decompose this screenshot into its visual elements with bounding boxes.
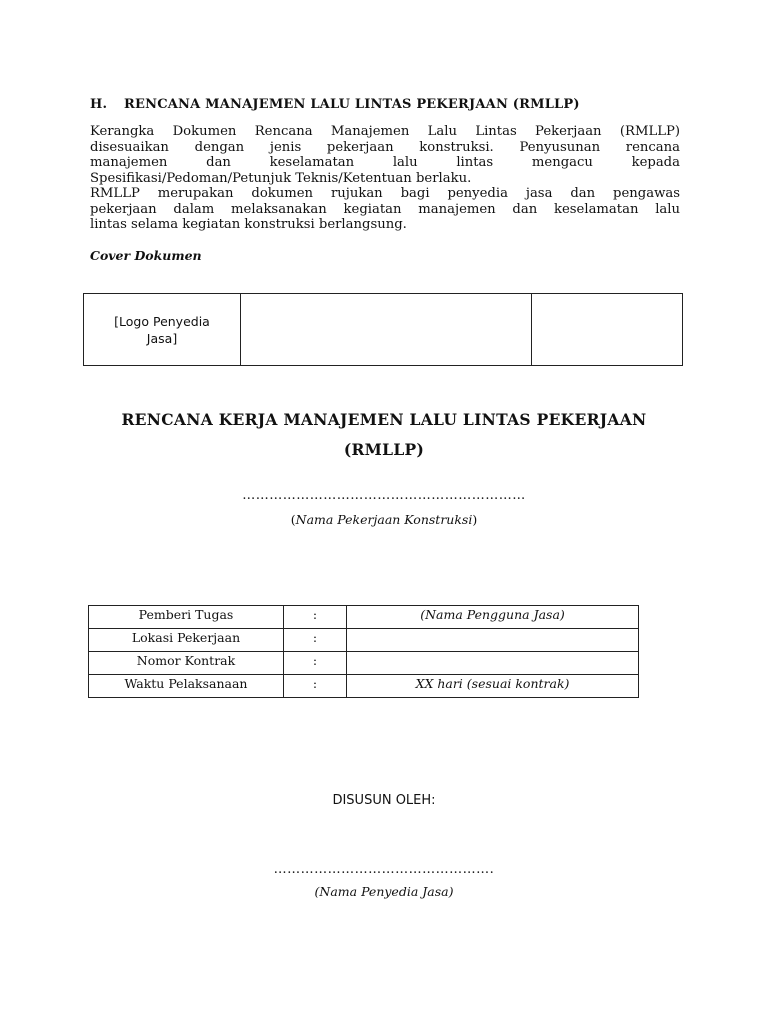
row-separator: : [284,675,347,698]
paragraph-intro [90,124,680,186]
logo-placeholder [84,294,241,366]
paren-open: ( [290,512,296,527]
paragraph-line: manajemen dan keselamatan lalu lintas mengacu kepada [90,155,680,171]
row-value [347,652,639,675]
document-title-line2: (RMLLP) [343,440,425,459]
row-separator: : [284,606,347,629]
header-middle-cell [241,294,532,366]
paragraph-line: lintas selama kegiatan konstruksi berlangsung. [90,217,407,233]
cover-header-table [83,293,683,366]
logo-text-line2: Jasa] [146,330,178,346]
table-row [89,629,639,652]
document-title-line1: RENCANA KERJA MANAJEMEN LALU LINTAS PEKERJAAN [121,410,647,429]
table-row [89,606,639,629]
paragraph-rmllp [90,186,680,233]
paragraph-line: Kerangka Dokumen Rencana Manajemen Lalu Lintas Pekerjaan (RMLLP) [90,124,680,139]
provider-name-caption: (Nama Penyedia Jasa) [314,884,454,899]
paren-close: ) [472,512,478,527]
prepared-by-label: DISUSUN OLEH: [332,793,436,808]
row-key: Pemberi Tugas [89,606,284,629]
row-key: Lokasi Pekerjaan [89,629,284,652]
provider-name-dots: …………………………………………. [273,862,495,877]
section-number: H. [90,97,108,112]
row-value: XX hari (sesuai kontrak) [347,675,639,698]
table-row [89,675,639,698]
row-key: Waktu Pelaksanaan [89,675,284,698]
row-separator: : [284,652,347,675]
paragraph-line: RMLLP merupakan dokumen rujukan bagi penyedia jasa dan pengawas [90,186,680,201]
paragraph-line: Spesifikasi/Pedoman/Petunjuk Teknis/Ketentuan berlaku. [90,170,472,186]
cover-label: Cover Dokumen [90,248,202,263]
row-separator: : [284,629,347,652]
row-value [347,629,639,652]
header-right-cell [532,294,683,366]
work-name-dots: ……………………………………………………… [242,488,526,503]
section-heading [90,97,580,112]
work-name-caption [0,512,768,527]
section-title: RENCANA MANAJEMEN LALU LINTAS PEKERJAAN (RMLLP) [124,97,580,112]
work-name-caption-text: Nama Pekerjaan Konstruksi [295,512,473,527]
row-value: (Nama Pengguna Jasa) [347,606,639,629]
table-row [89,652,639,675]
row-key: Nomor Kontrak [89,652,284,675]
paragraph-line: disesuaikan dengan jenis pekerjaan konstruksi. Penyusunan rencana [90,139,680,155]
project-info-table [88,605,639,698]
paragraph-line: pekerjaan dalam melaksanakan kegiatan manajemen dan keselamatan lalu [90,201,680,217]
logo-text-line1: [Logo Penyedia [114,313,210,329]
